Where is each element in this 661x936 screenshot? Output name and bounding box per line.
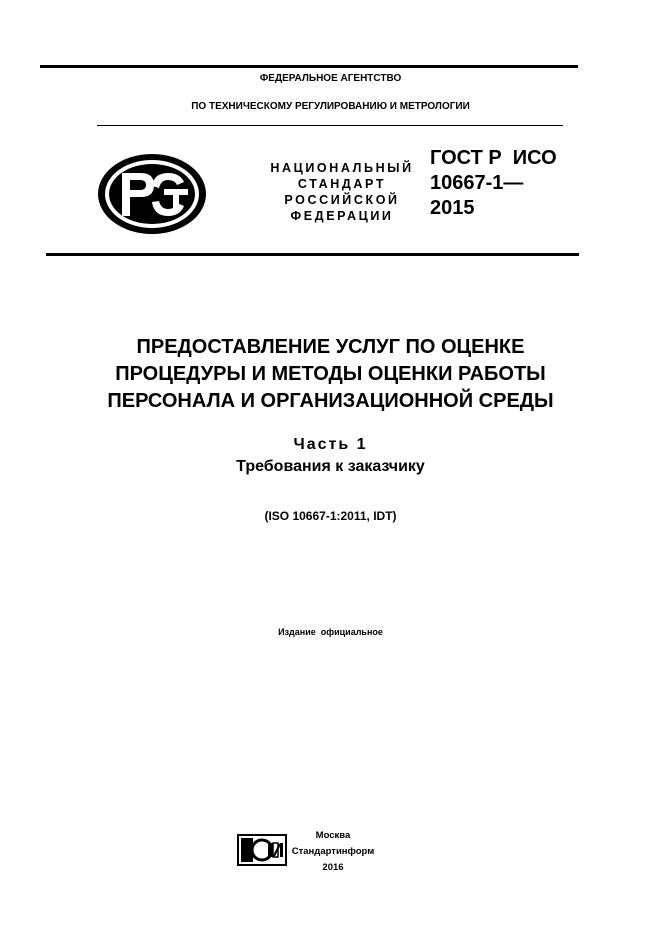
agency-name-line1: ФЕДЕРАЛЬНОЕ АГЕНТСТВО xyxy=(259,73,402,84)
edition-label: Издание официальное xyxy=(278,627,383,637)
standard-type xyxy=(262,160,422,224)
standartinform-logo-icon xyxy=(237,834,287,866)
publisher-year: 2016 xyxy=(322,862,344,873)
standard-type-line3: РОССИЙСКОЙ xyxy=(284,193,400,207)
title-line3: ПЕРСОНАЛА И ОРГАНИЗАЦИОННОЙ СРЕДЫ xyxy=(107,390,554,412)
part-title: Требования к заказчику xyxy=(236,458,425,475)
rst-logo-icon xyxy=(96,152,208,236)
agency-name-line2: ПО ТЕХНИЧЕСКОМУ РЕГУЛИРОВАНИЮ И МЕТРОЛОГИИ xyxy=(191,101,470,112)
agency-divider xyxy=(97,125,563,126)
standard-type-line2: СТАНДАРТ xyxy=(297,177,387,191)
publisher-info xyxy=(288,828,378,876)
designation-line1: ГОСТ Р ИСО xyxy=(430,147,557,169)
middle-rule xyxy=(46,253,579,256)
designation-line2: 10667-1— xyxy=(430,172,524,194)
document-title xyxy=(0,334,661,415)
top-rule xyxy=(40,65,578,68)
standard-type-line1: НАЦИОНАЛЬНЫЙ xyxy=(270,161,414,175)
publisher-city: Москва xyxy=(315,830,351,841)
part-label: Часть 1 xyxy=(293,436,368,453)
standard-designation xyxy=(430,146,557,221)
iso-reference: (ISO 10667-1:2011, IDT) xyxy=(264,509,397,523)
title-line2: ПРОЦЕДУРЫ И МЕТОДЫ ОЦЕНКИ РАБОТЫ xyxy=(115,363,546,385)
designation-line3: 2015 xyxy=(430,197,475,219)
title-line1: ПРЕДОСТАВЛЕНИЕ УСЛУГ ПО ОЦЕНКЕ xyxy=(136,336,525,358)
publisher-name: Стандартинформ xyxy=(291,846,375,857)
standard-type-line4: ФЕДЕРАЦИИ xyxy=(290,209,394,223)
